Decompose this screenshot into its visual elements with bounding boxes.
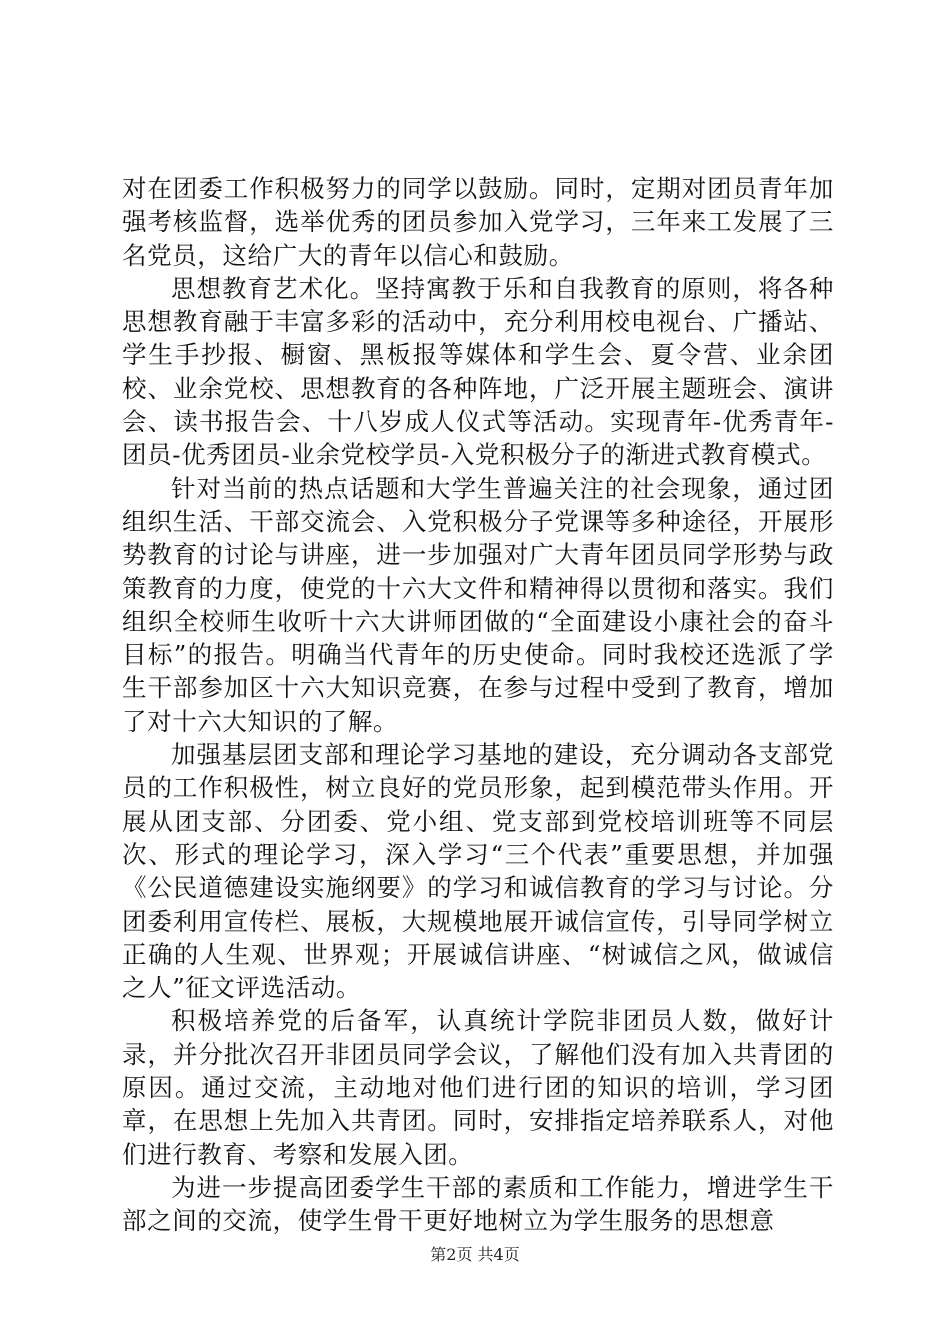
paragraph-6: 为进一步提高团委学生干部的素质和工作能力，增进学生干部之间的交流，使学生骨干更好地树立为学生服务的思想意 — [122, 1172, 834, 1236]
paragraph-4: 加强基层团支部和理论学习基地的建设，充分调动各支部党员的工作积极性，树立良好的党员形象，起到模范带头作用。开展从团支部、分团委、党小组、党支部到党校培训班等不同层次、形式的理论学习，深入学习“三个代表”重要思想，并加强《公民道德建设实施纲要》的学习和诚信教育的学习与讨论。分团委利用宣传栏、展板，大规模地展开诚信宣传，引导同学树立正确的人生观、世界观；开展诚信讲座、“树诚信之风，做诚信之人”征文评选活动。 — [122, 740, 834, 1003]
document-body — [122, 172, 834, 1238]
paragraph-5: 积极培养党的后备军，认真统计学院非团员人数，做好计录，并分批次召开非团员同学会议，了解他们没有加入共青团的原因。通过交流，主动地对他们进行团的知识的培训，学习团章，在思想上先加入共青团。同时，安排指定培养联系人，对他们进行教育、考察和发展入团。 — [122, 1006, 834, 1169]
page-footer: 第2页 共4页 — [430, 1245, 520, 1264]
paragraph-2: 思想教育艺术化。坚持寓教于乐和自我教育的原则，将各种思想教育融于丰富多彩的活动中，充分利用校电视台、广播站、学生手抄报、橱窗、黑板报等媒体和学生会、夏令营、业余团校、业余党校、思想教育的各种阵地，广泛开展主题班会、演讲会、读书报告会、十八岁成人仪式等活动。实现青年-优秀青年-团员-优秀团员-业余党校学员-入党积极分子的渐进式教育模式。 — [122, 273, 834, 470]
paragraph-1: 对在团委工作积极努力的同学以鼓励。同时，定期对团员青年加强考核监督，选举优秀的团员参加入党学习，三年来工发展了三名党员，这给广大的青年以信心和鼓励。 — [122, 174, 834, 270]
paragraph-3: 针对当前的热点话题和大学生普遍关注的社会现象，通过团组织生活、干部交流会、入党积极分子党课等多种途径，开展形势教育的讨论与讲座，进一步加强对广大青年团员同学形势与政策教育的力度，使党的十六大文件和精神得以贯彻和落实。我们组织全校师生收听十六大讲师团做的“全面建设小康社会的奋斗目标”的报告。明确当代青年的历史使命。同时我校还选派了学生干部参加区十六大知识竞赛，在参与过程中受到了教育，增加了对十六大知识的了解。 — [122, 473, 834, 736]
